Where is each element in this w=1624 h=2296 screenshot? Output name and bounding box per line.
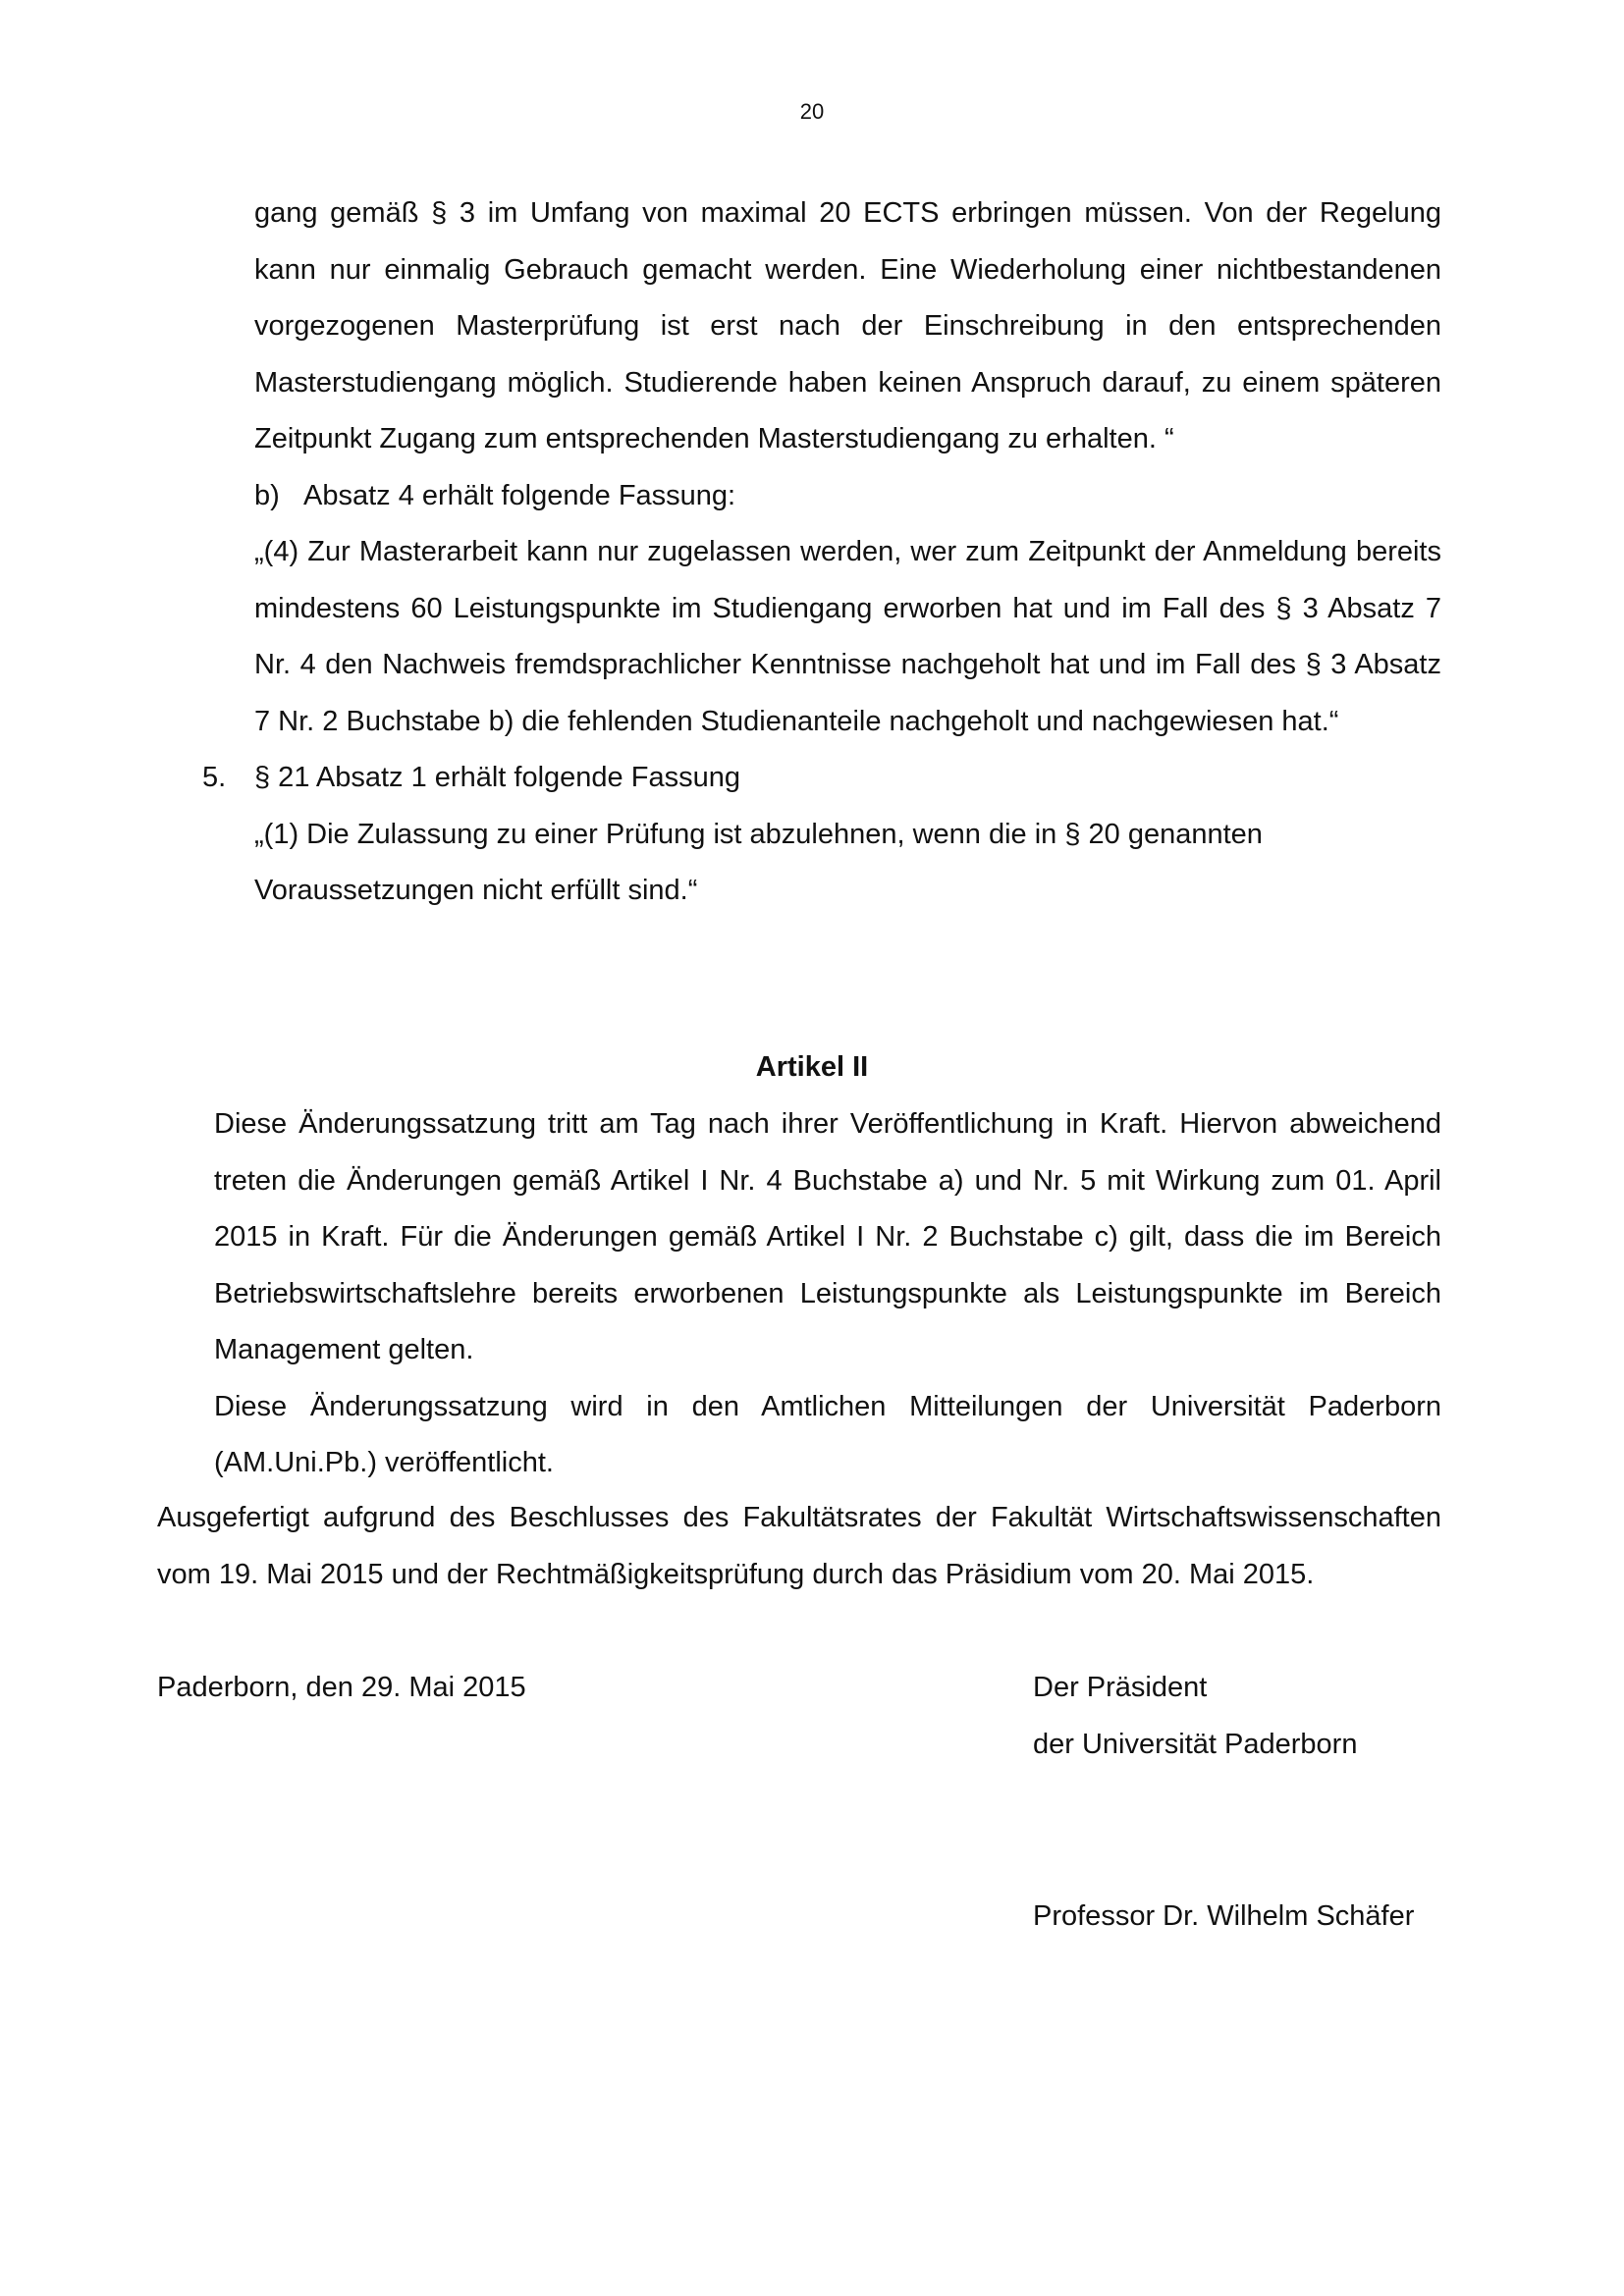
signature-block — [1033, 1660, 1357, 1773]
place-date: Paderborn, den 29. Mai 2015 — [157, 1672, 526, 1703]
list-item-5-number: 5. — [202, 762, 227, 793]
sub-item-b-text: Absatz 4 erhält folgende Fassung: — [303, 479, 736, 511]
signer-name: Professor Dr. Wilhelm Schäfer — [1033, 1900, 1415, 1932]
sub-item-b — [254, 468, 1441, 525]
signature-title: Der Präsident — [1033, 1672, 1208, 1703]
signature-institution: der Universität Paderborn — [1033, 1728, 1358, 1760]
list-item-5-text: § 21 Absatz 1 erhält folgende Fassung — [254, 762, 740, 793]
final-statement-text: Ausgefertigt aufgrund des Beschlusses des Fakultätsrates der Fakultät Wirtschaftswissenschaften vom 19. Mai 2015 und der Rechtmäßigkeitsprüfung durch das Präsidium vom 20. Mai 2015. — [157, 1502, 1441, 1590]
sub-item-b-marker: b) — [254, 479, 280, 511]
sub-item-b-quote: „(4) Zur Masterarbeit kann nur zugelassen werden, wer zum Zeitpunkt der Anmeldung bereits mindestens 60 Leistungspunkte im Studiengang erworben hat und im Fall des § 3 Absatz 7 Nr. 4 den Nachweis fremdsprachlicher Kenntnisse nachgeholt hat und im Fall des § 3 Absatz 7 Nr. 2 Buchstabe b) die fehlenden Studienanteile nachgeholt und nachgewiesen hat.“ — [254, 536, 1441, 737]
continuation-paragraph: gang gemäß § 3 im Umfang von maximal 20 ECTS erbringen müssen. Von der Regelung kann nur einmalig Gebrauch gemacht werden. Eine Wiederholung einer nichtbestandenen vorgezogenen Masterprüfung ist erst nach der Einschreibung in den entsprechenden Masterstudiengang möglich. Studierende haben keinen Anspruch darauf, zu einem späteren Zeitpunkt Zugang zum entsprechenden Masterstudiengang zu erhalten. “ — [254, 197, 1441, 454]
final-statement — [157, 1490, 1441, 1603]
article-body — [214, 1096, 1441, 1492]
article-paragraph-2: Diese Änderungssatzung wird in den Amtlichen Mitteilungen der Universität Paderborn (AM.Uni.Pb.) veröffentlicht. — [214, 1390, 1441, 1478]
page-number: 20 — [799, 99, 825, 124]
list-item-5-quote: „(1) Die Zulassung zu einer Prüfung ist abzulehnen, wenn die in § 20 genannten Voraussetzungen nicht erfüllt sind.“ — [254, 818, 1263, 906]
continuation-block — [254, 186, 1441, 750]
article-title: Artikel II — [755, 1051, 869, 1083]
article-paragraph-1: Diese Änderungssatzung tritt am Tag nach ihrer Veröffentlichung in Kraft. Hiervon abweichend treten die Änderungen gemäß Artikel I Nr. 4 Buchstabe a) und Nr. 5 mit Wirkung zum 01. April 2015 in Kraft. Für die Änderungen gemäß Artikel I Nr. 2 Buchstabe c) gilt, dass die im Bereich Betriebswirtschaftslehre bereits erworbenen Leistungspunkte als Leistungspunkte im Bereich Management gelten. — [214, 1108, 1441, 1365]
